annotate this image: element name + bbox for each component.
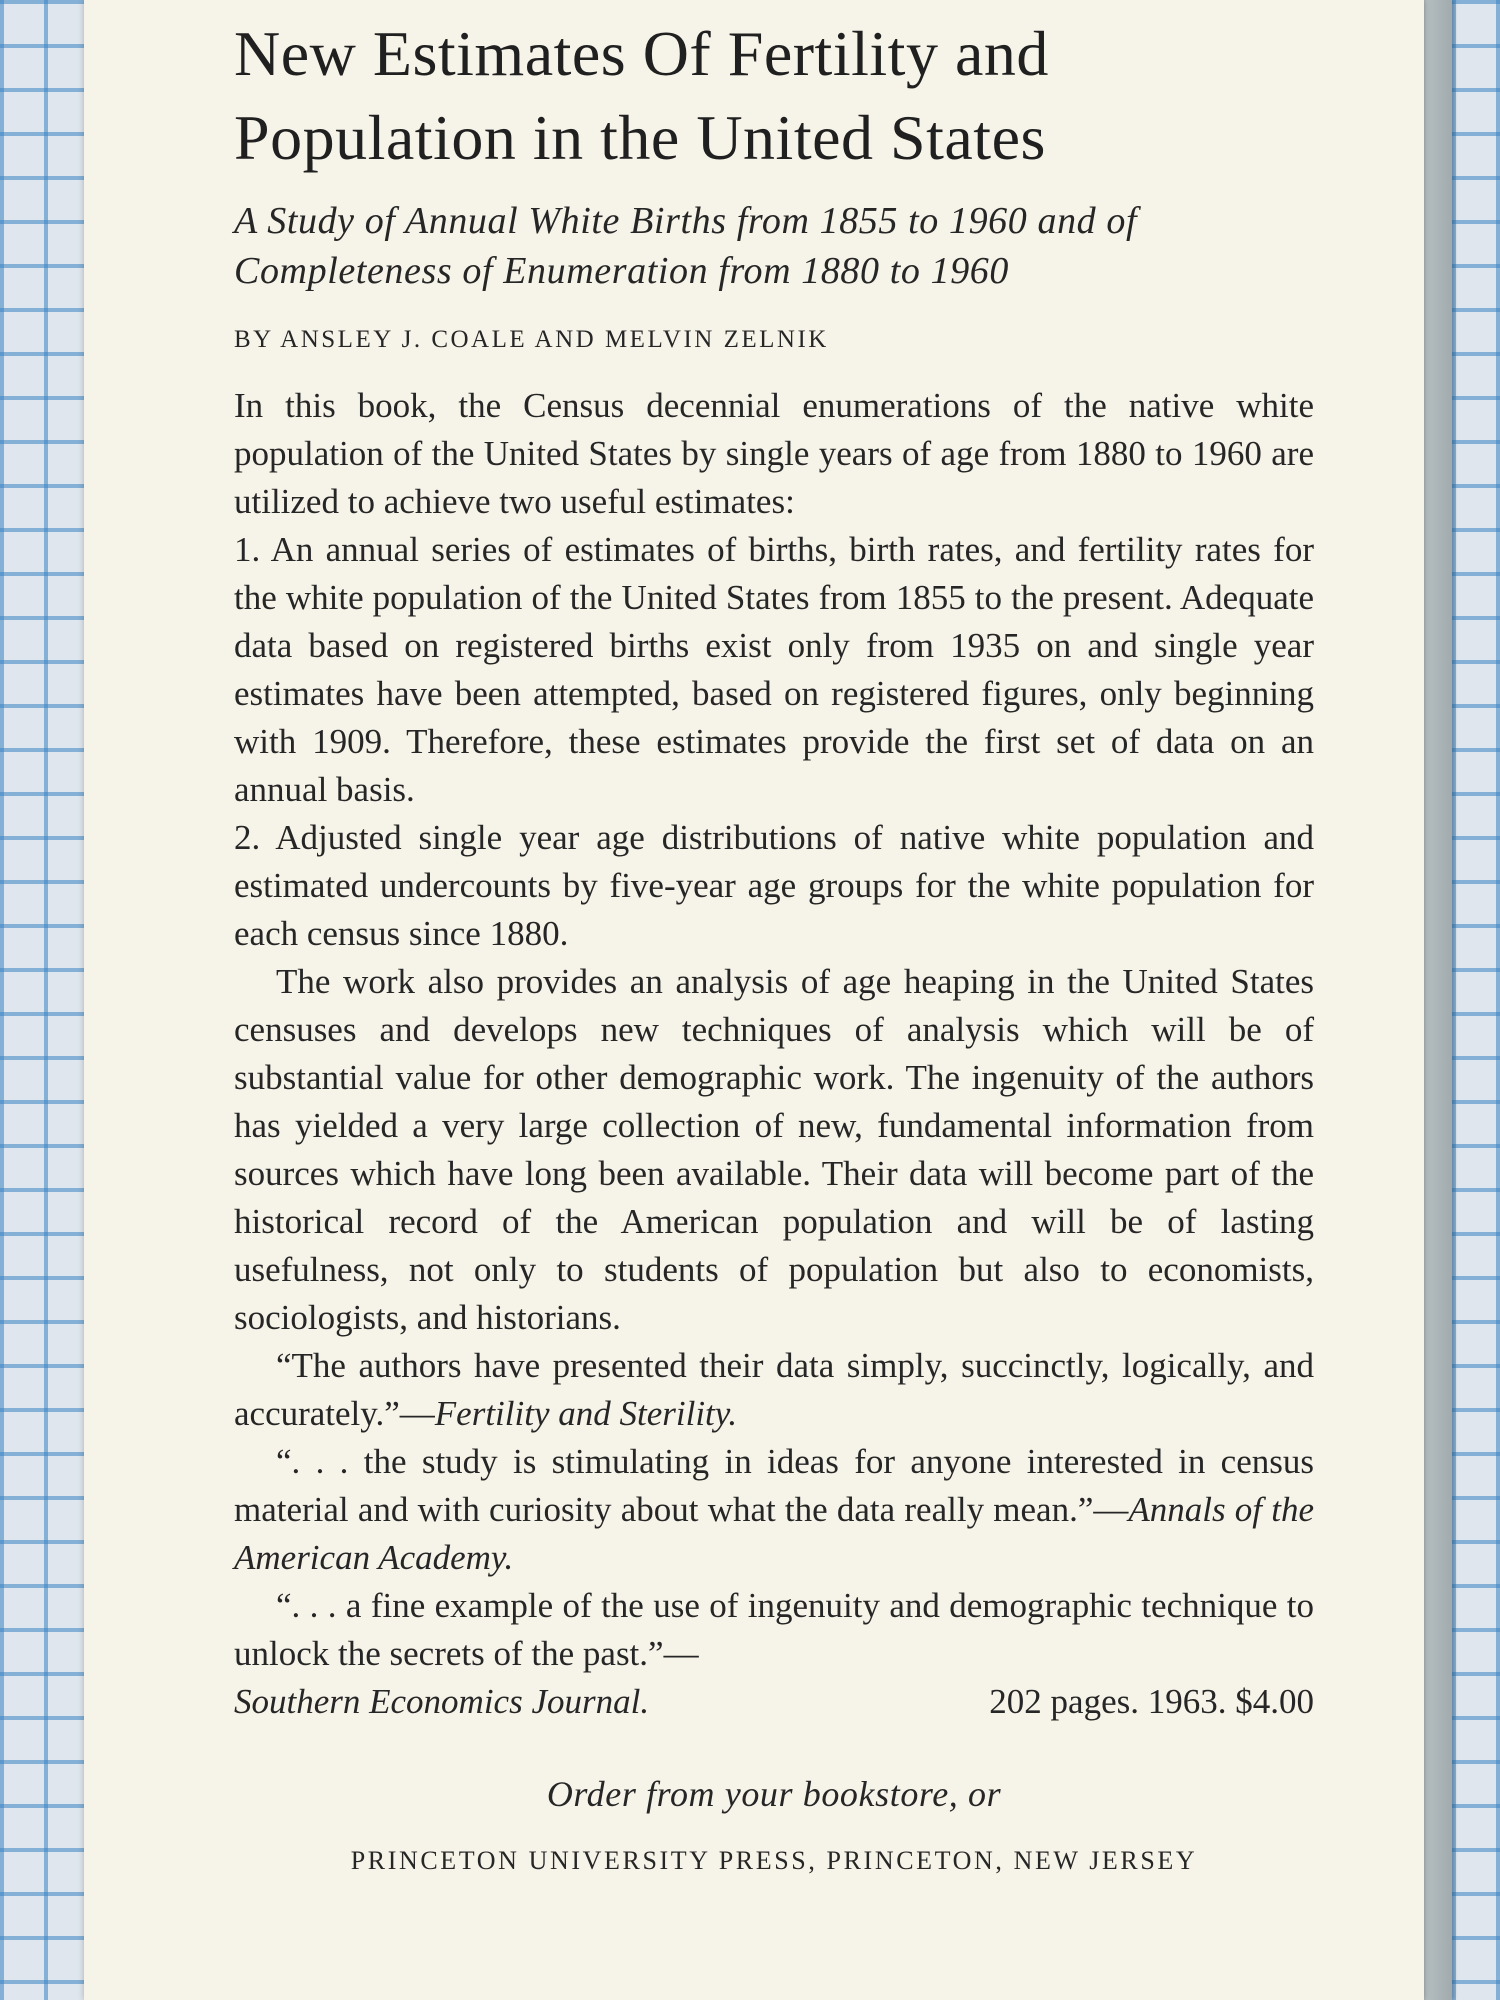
book-title-line-2: Population in the United States xyxy=(234,102,1046,173)
book-jacket-page xyxy=(84,0,1424,2000)
review-quote-3 xyxy=(234,1582,1314,1678)
book-title xyxy=(234,12,1314,180)
authors-byline: BY ANSLEY J. COALE AND MELVIN ZELNIK xyxy=(234,326,829,353)
review-quote-2-source: Annals of the American Academy. xyxy=(234,1490,1314,1577)
review-quote-1-source: Fertility and Sterility. xyxy=(434,1394,738,1433)
description-body xyxy=(234,382,1314,1726)
book-info: 202 pages. 1963. $4.00 xyxy=(989,1682,1314,1721)
review-quote-3-text: “. . . a fine example of the use of ingenuity and demographic technique to unlock the secrets of the past.”— xyxy=(234,1586,1314,1673)
analysis-paragraph: The work also provides an analysis of age heaping in the United States censuses and develops new techniques of analysis which will be of substantial value for other demographic work. The ingenuity of the authors has yielded a very large collection of new, fundamental information from sources which have long been available. Their data will become part of the historical record of the American population and will be of lasting usefulness, not only to students of population but also to economists, sociologists, and historians. xyxy=(234,962,1314,1337)
order-line: Order from your bookstore, or xyxy=(546,1774,1002,1814)
publisher-line: PRINCETON UNIVERSITY PRESS, PRINCETON, NEW JERSEY xyxy=(350,1846,1198,1875)
review-quote-1 xyxy=(234,1342,1314,1438)
point-2-paragraph: 2. Adjusted single year age distributions of native white population and estimated undercounts by five-year age groups for the white population for each census since 1880. xyxy=(234,818,1314,953)
jacket-content xyxy=(234,12,1314,1878)
intro-paragraph: In this book, the Census decennial enumerations of the native white population of the United States by single years of age from 1880 to 1960 are utilized to achieve two useful estimates: xyxy=(234,386,1314,521)
review-quote-2-text: “. . . the study is stimulating in ideas for anyone interested in census material and with curiosity about what the data really mean.”— xyxy=(234,1442,1314,1529)
review-quote-2 xyxy=(234,1438,1314,1582)
book-subtitle xyxy=(234,196,1314,296)
book-subtitle-line-2: Completeness of Enumeration from 1880 to 1960 xyxy=(234,250,1009,292)
review-quote-3-source: Southern Economics Journal. xyxy=(234,1682,650,1721)
point-1-paragraph: 1. An annual series of estimates of births, birth rates, and fertility rates for the white population of the United States from 1855 to the present. Adequate data based on registered births exist only from 1935 on and single year estimates have been attempted, based on registered figures, only beginning with 1909. Therefore, these estimates provide the first set of data on an annual basis. xyxy=(234,530,1314,809)
jacket-footer xyxy=(234,1770,1314,1878)
source-and-book-info-line xyxy=(234,1678,1314,1726)
book-subtitle-line-1: A Study of Annual White Births from 1855 to 1960 and of xyxy=(234,200,1138,242)
review-quote-1-text: “The authors have presented their data simply, succinctly, logically, and accurately.”— xyxy=(234,1346,1314,1433)
book-title-line-1: New Estimates Of Fertility and xyxy=(234,18,1049,89)
